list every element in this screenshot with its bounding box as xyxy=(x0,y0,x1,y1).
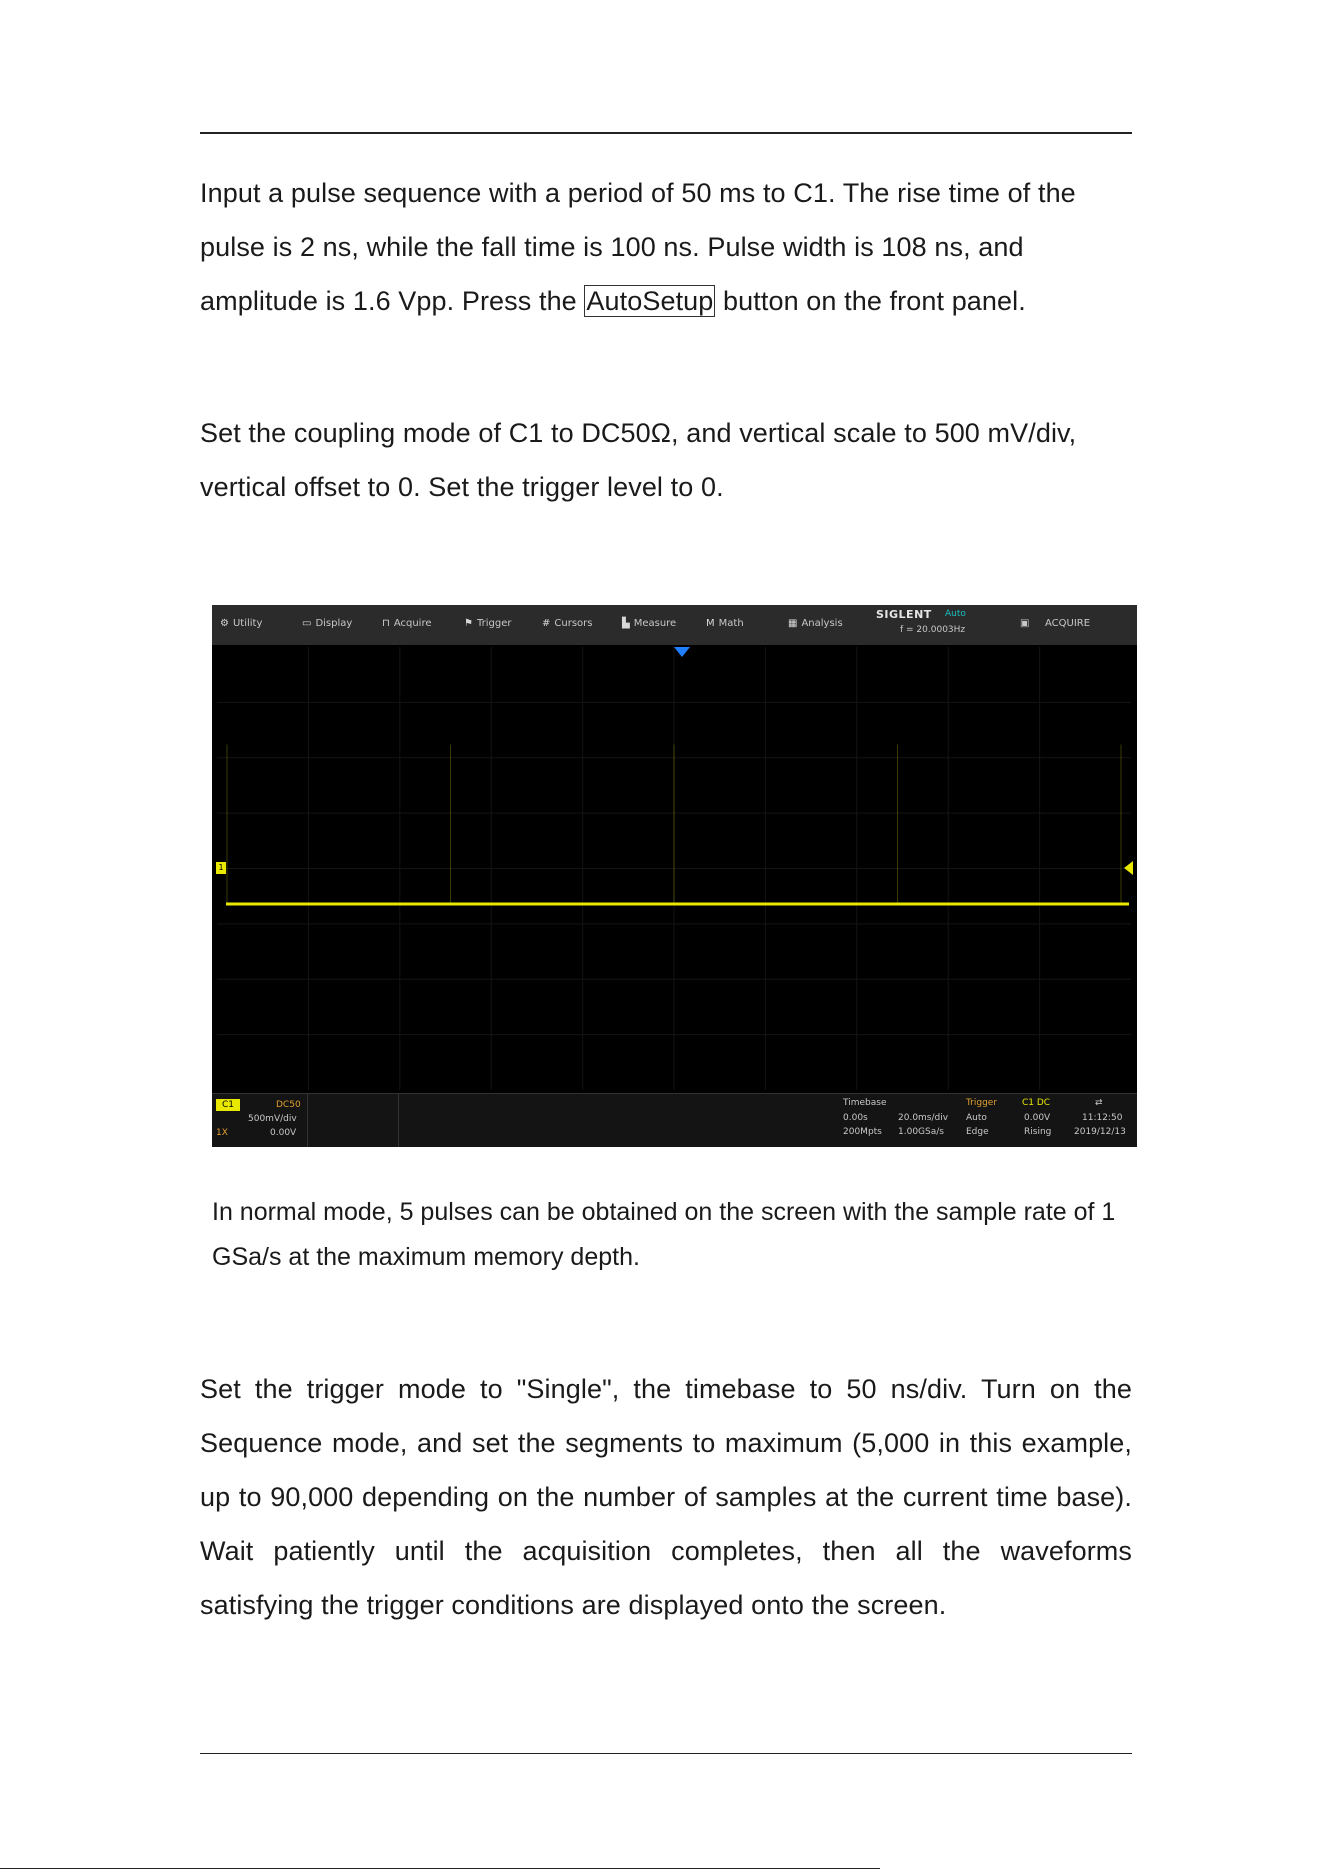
paragraph-text: Set the trigger mode to "Single", the timebase to 50 ns/div. Turn on the Sequence mode, and set the segments to maximum (5,000 in this example, up to 90,000 depending on the number of samples at the current time base). Wait patiently until the acquisition completes, then all the waveforms satisfying the trigger conditions are displayed onto the screen. xyxy=(200,1374,1132,1620)
channel-1-marker: 1 xyxy=(216,862,226,874)
trigger-position-marker xyxy=(674,647,690,657)
menu-label: Cursors xyxy=(554,618,593,629)
clock-date: 2019/12/13 xyxy=(1074,1127,1126,1137)
scope-status-bar xyxy=(212,1093,1137,1147)
menu-label: Measure xyxy=(633,618,677,629)
channel-probe: 1X xyxy=(216,1128,228,1138)
channel-tag: C1 xyxy=(216,1099,240,1111)
timebase-scale: 20.0ms/div xyxy=(898,1113,949,1123)
acquire-status-icon: ▣ xyxy=(1020,618,1030,629)
math-icon: M xyxy=(706,618,715,629)
menu-trigger[interactable] xyxy=(464,618,511,629)
trigger-title: Trigger xyxy=(966,1098,998,1108)
paragraph-text: Input a pulse sequence with a period of 50 ms to C1. The rise time of the pulse is 2 ns, while the fall time is 100 ns. Pulse width is 108 ns, and amplitude is 1.6 Vpp. Press the xyxy=(200,178,1076,316)
run-state: Auto xyxy=(945,609,966,619)
menu-cursors[interactable] xyxy=(542,618,592,629)
menu-measure[interactable] xyxy=(622,618,676,629)
menu-label: Utility xyxy=(232,618,263,629)
clock-time: 11:12:50 xyxy=(1082,1113,1123,1123)
trigger-icon: ⚑ xyxy=(464,618,473,629)
waveform-area xyxy=(217,647,1131,1090)
menu-analysis[interactable] xyxy=(788,618,843,629)
menu-utility[interactable] xyxy=(220,618,262,629)
paragraph-coupling xyxy=(200,406,1132,514)
trigger-level-marker xyxy=(1124,861,1133,875)
figure-caption xyxy=(212,1190,1142,1280)
paragraph-text: Set the coupling mode of C1 to DC50Ω, and vertical scale to 500 mV/div, vertical offset to 0. Set the trigger level to 0. xyxy=(200,418,1077,502)
brand-logo: SIGLENT xyxy=(876,608,932,621)
menu-label: Trigger xyxy=(476,618,512,629)
paragraph-input-pulse xyxy=(200,166,1132,328)
acquire-icon: ⊓ xyxy=(382,618,390,629)
channel-scale: 500mV/div xyxy=(248,1114,297,1124)
page-edge-rule xyxy=(0,1868,880,1869)
paragraph-text: button on the front panel. xyxy=(715,286,1026,316)
menu-display[interactable] xyxy=(302,618,352,629)
cursors-icon: # xyxy=(542,618,551,629)
measure-icon: ▙ xyxy=(622,618,630,629)
channel-offset: 0.00V xyxy=(270,1128,297,1138)
timebase-delay: 0.00s xyxy=(843,1113,868,1123)
frequency-readout: f = 20.0003Hz xyxy=(900,625,966,635)
trigger-type: Edge xyxy=(966,1127,989,1137)
caption-text: In normal mode, 5 pulses can be obtained on the screen with the sample rate of 1 GSa/s at the maximum memory depth. xyxy=(212,1198,1116,1271)
utility-icon: ⚙ xyxy=(220,618,229,629)
timebase-memory: 200Mpts xyxy=(843,1127,882,1137)
menu-label: Math xyxy=(718,618,744,629)
menu-label: Display xyxy=(315,618,353,629)
footer-rule xyxy=(200,1753,1132,1754)
menu-math[interactable] xyxy=(706,618,744,629)
menu-acquire[interactable] xyxy=(382,618,431,629)
usb-icon: ⇄ xyxy=(1095,1098,1103,1108)
empty-channel-box xyxy=(308,1094,399,1147)
acquire-label: ACQUIRE xyxy=(1045,618,1091,629)
trigger-level: 0.00V xyxy=(1024,1113,1051,1123)
analysis-icon: ▦ xyxy=(788,618,798,629)
display-icon: ▭ xyxy=(302,618,312,629)
menu-label: Acquire xyxy=(393,618,432,629)
menu-label: Analysis xyxy=(801,618,843,629)
trigger-mode: Auto xyxy=(966,1113,987,1123)
autosetup-button-label: AutoSetup xyxy=(586,286,714,316)
header-rule xyxy=(200,132,1132,134)
oscilloscope-screenshot xyxy=(212,605,1137,1147)
timebase-sample-rate: 1.00GSa/s xyxy=(898,1127,944,1137)
timebase-title: Timebase xyxy=(843,1098,887,1108)
trigger-source: C1 DC xyxy=(1022,1098,1051,1108)
paragraph-sequence-mode xyxy=(200,1362,1132,1632)
channel-coupling: DC50 xyxy=(276,1100,301,1110)
trigger-slope: Rising xyxy=(1024,1127,1052,1137)
scope-menu-bar xyxy=(212,605,1137,645)
